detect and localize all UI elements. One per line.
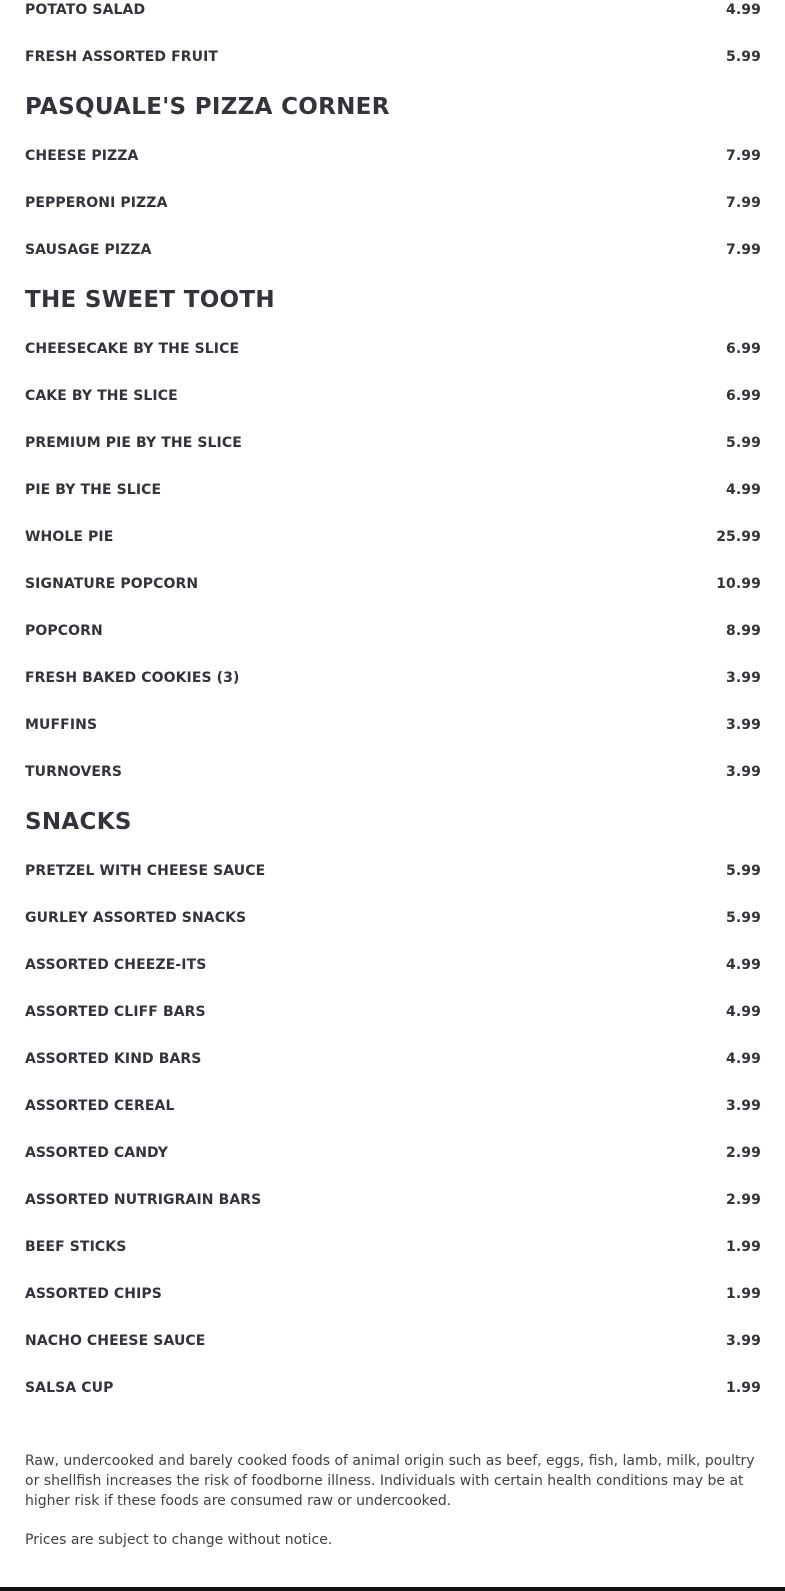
item-name: GURLEY ASSORTED SNACKS <box>25 910 247 926</box>
item-price: 3.99 <box>726 1098 761 1114</box>
item-price: 4.99 <box>726 482 761 498</box>
section-heading <box>25 287 761 339</box>
section-title: PASQUALE'S PIZZA CORNER <box>25 94 390 120</box>
item-price: 4.99 <box>726 2 761 18</box>
item-name: POTATO SALAD <box>25 2 146 18</box>
menu-item <box>25 955 761 1002</box>
item-price: 3.99 <box>726 1333 761 1349</box>
menu-item <box>25 527 761 574</box>
menu-item <box>25 1284 761 1331</box>
menu-item <box>25 762 761 809</box>
menu-item <box>25 240 761 287</box>
menu-item <box>25 715 761 762</box>
item-price: 2.99 <box>726 1145 761 1161</box>
item-name: WHOLE PIE <box>25 529 114 545</box>
item-name: ASSORTED KIND BARS <box>25 1051 202 1067</box>
item-price: 4.99 <box>726 1004 761 1020</box>
menu-item <box>25 433 761 480</box>
section-heading <box>25 94 761 146</box>
item-name: SAUSAGE PIZZA <box>25 242 152 258</box>
price-disclaimer: Prices are subject to change without notice. <box>25 1532 333 1548</box>
item-price: 1.99 <box>726 1286 761 1302</box>
menu-item <box>25 574 761 621</box>
menu-item <box>25 908 761 955</box>
food-safety-warning: Raw, undercooked and barely cooked foods of animal origin such as beef, eggs, fish, lamb, milk, poultry or shellfish increases the risk of foodborne illness. Individuals with certain health conditions may be at higher risk if these foods are consumed raw or undercooked. <box>25 1453 755 1509</box>
item-price: 1.99 <box>726 1380 761 1396</box>
item-price: 5.99 <box>726 863 761 879</box>
item-name: BEEF STICKS <box>25 1239 127 1255</box>
item-name: ASSORTED CHEEZE-ITS <box>25 957 207 973</box>
item-price: 2.99 <box>726 1192 761 1208</box>
section-title: THE SWEET TOOTH <box>25 287 275 313</box>
item-price: 3.99 <box>726 717 761 733</box>
item-price: 3.99 <box>726 764 761 780</box>
item-name: CAKE BY THE SLICE <box>25 388 178 404</box>
item-name: CHEESECAKE BY THE SLICE <box>25 341 240 357</box>
menu-item <box>25 1378 761 1425</box>
menu-section <box>25 809 761 1425</box>
item-name: SALSA CUP <box>25 1380 114 1396</box>
item-name: PEPPERONI PIZZA <box>25 195 168 211</box>
item-price: 3.99 <box>726 670 761 686</box>
item-name: ASSORTED CHIPS <box>25 1286 162 1302</box>
item-price: 4.99 <box>726 1051 761 1067</box>
item-name: MUFFINS <box>25 717 98 733</box>
menu-section <box>25 0 761 94</box>
section-title: SNACKS <box>25 809 132 835</box>
menu-item <box>25 0 761 47</box>
menu-section <box>25 94 761 287</box>
item-name: SIGNATURE POPCORN <box>25 576 199 592</box>
item-name: PREMIUM PIE BY THE SLICE <box>25 435 242 451</box>
menu-item <box>25 1190 761 1237</box>
item-price: 25.99 <box>716 529 761 545</box>
item-price: 5.99 <box>726 910 761 926</box>
item-name: TURNOVERS <box>25 764 123 780</box>
menu-item <box>25 1049 761 1096</box>
item-name: NACHO CHEESE SAUCE <box>25 1333 206 1349</box>
item-name: POPCORN <box>25 623 103 639</box>
bottom-divider <box>0 1587 785 1591</box>
item-price: 5.99 <box>726 435 761 451</box>
item-price: 5.99 <box>726 49 761 65</box>
item-name: FRESH ASSORTED FRUIT <box>25 49 219 65</box>
menu-item <box>25 861 761 908</box>
menu-item <box>25 1002 761 1049</box>
item-price: 7.99 <box>726 242 761 258</box>
item-price: 7.99 <box>726 148 761 164</box>
menu-item <box>25 339 761 386</box>
menu-item <box>25 146 761 193</box>
menu-list <box>25 0 761 1425</box>
menu-item <box>25 1237 761 1284</box>
item-price: 4.99 <box>726 957 761 973</box>
menu-item <box>25 1331 761 1378</box>
menu-item <box>25 47 761 94</box>
menu-item <box>25 480 761 527</box>
menu-item <box>25 668 761 715</box>
item-name: ASSORTED NUTRIGRAIN BARS <box>25 1192 262 1208</box>
item-name: ASSORTED CEREAL <box>25 1098 175 1114</box>
item-name: ASSORTED CLIFF BARS <box>25 1004 206 1020</box>
menu-notes <box>25 1451 761 1569</box>
item-price: 6.99 <box>726 341 761 357</box>
menu-item <box>25 1096 761 1143</box>
menu-item <box>25 1143 761 1190</box>
item-name: FRESH BAKED COOKIES (3) <box>25 670 240 686</box>
menu-section <box>25 287 761 809</box>
menu-item <box>25 386 761 433</box>
item-price: 1.99 <box>726 1239 761 1255</box>
item-price: 7.99 <box>726 195 761 211</box>
item-price: 8.99 <box>726 623 761 639</box>
section-heading <box>25 809 761 861</box>
item-name: PIE BY THE SLICE <box>25 482 162 498</box>
item-price: 10.99 <box>716 576 761 592</box>
item-name: ASSORTED CANDY <box>25 1145 168 1161</box>
item-price: 6.99 <box>726 388 761 404</box>
item-name: PRETZEL WITH CHEESE SAUCE <box>25 863 266 879</box>
menu-item <box>25 193 761 240</box>
menu-item <box>25 621 761 668</box>
item-name: CHEESE PIZZA <box>25 148 139 164</box>
